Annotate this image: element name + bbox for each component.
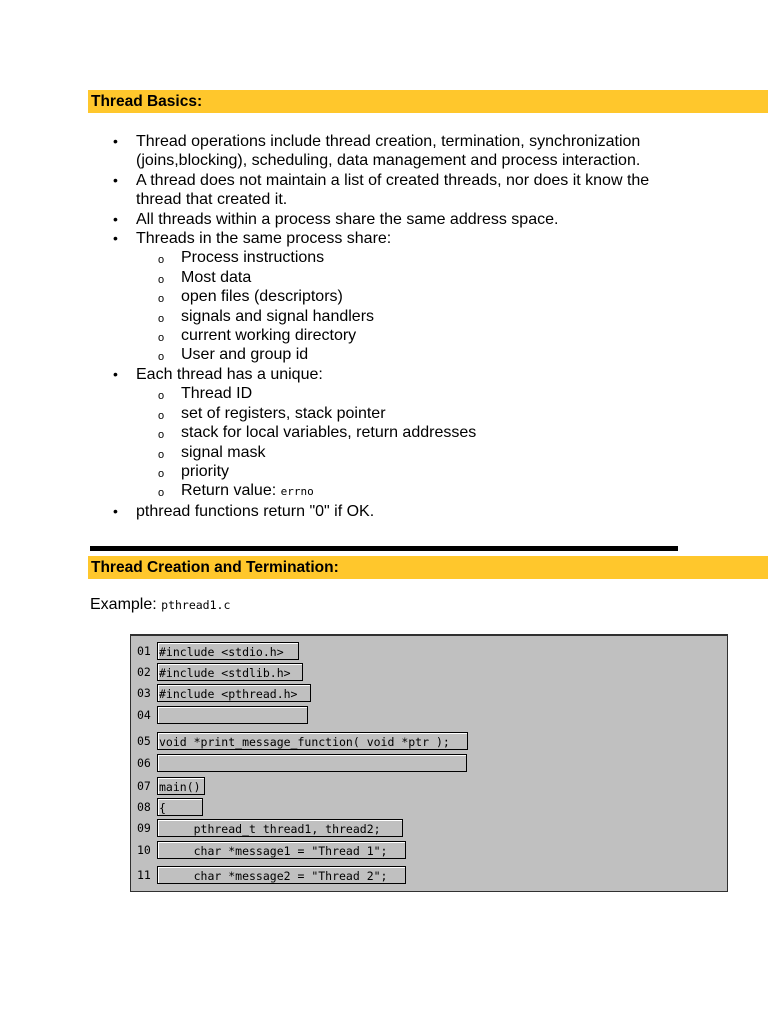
sub-item xyxy=(0,268,676,287)
sub-item xyxy=(0,423,676,442)
sub-item-text: Return value: xyxy=(181,482,281,500)
circle-bullet-icon: o xyxy=(158,409,165,422)
circle-bullet-icon: o xyxy=(158,390,165,403)
code-text: void *print_message_function( void *ptr ); xyxy=(157,732,468,750)
section-divider xyxy=(90,546,678,551)
circle-bullet-icon: o xyxy=(158,487,165,500)
sub-item-text: signals and signal handlers xyxy=(181,307,375,325)
bullet-icon: • xyxy=(113,502,118,519)
code-text: pthread_t thread1, thread2; xyxy=(157,819,403,837)
bullet-text: A thread does not maintain a list of created threads, nor does it know the thread that created it. xyxy=(136,171,650,209)
sub-list xyxy=(136,248,676,364)
bullet-icon: • xyxy=(113,133,118,149)
bullet-item xyxy=(0,132,676,171)
line-number: 11 xyxy=(137,868,151,882)
example-filename: pthread1.c xyxy=(161,598,231,612)
bullet-text: All threads within a process share the same address space. xyxy=(136,210,559,228)
bullet-item xyxy=(0,171,676,210)
line-number: 10 xyxy=(137,843,151,857)
sub-item xyxy=(0,443,676,462)
circle-bullet-icon: o xyxy=(158,467,165,480)
sub-list xyxy=(136,384,676,501)
sub-item xyxy=(0,307,676,326)
bullet-text: Threads in the same process share: xyxy=(136,230,392,248)
line-number: 05 xyxy=(137,734,151,748)
circle-bullet-icon: o xyxy=(158,332,165,345)
thread-basics-list xyxy=(0,132,768,521)
bullet-text: Each thread has a unique: xyxy=(136,365,323,383)
bullet-item xyxy=(0,229,676,365)
bullet-text: pthread functions return "0" if OK. xyxy=(136,502,375,520)
code-text: #include <stdio.h> xyxy=(157,642,299,660)
bullet-icon: • xyxy=(113,210,118,227)
bullet-text: Thread operations include thread creation, termination, synchronization (joins,blocking), scheduling, data management and process interaction. xyxy=(136,133,641,170)
sub-item xyxy=(0,404,676,423)
bullet-item xyxy=(0,502,676,521)
circle-bullet-icon: o xyxy=(158,254,165,267)
sub-item-text: Process instructions xyxy=(181,249,325,267)
section-heading-thread-basics: Thread Basics: xyxy=(88,90,768,113)
sub-item xyxy=(0,481,676,501)
sub-item-text: current working directory xyxy=(181,327,357,345)
code-text: char *message1 = "Thread 1"; xyxy=(157,841,406,859)
bullet-icon: • xyxy=(113,230,118,247)
code-text xyxy=(157,706,308,724)
code-text: #include <stdlib.h> xyxy=(157,663,303,681)
circle-bullet-icon: o xyxy=(158,312,165,325)
circle-bullet-icon: o xyxy=(158,351,165,364)
sub-item xyxy=(0,384,676,403)
sub-item xyxy=(0,326,676,345)
line-number: 08 xyxy=(137,800,151,814)
sub-item-text: stack for local variables, return addresses xyxy=(181,424,477,442)
line-number: 06 xyxy=(137,756,151,770)
bullet-item xyxy=(0,365,676,502)
example-caption xyxy=(90,596,230,614)
sub-item-text: priority xyxy=(181,462,230,480)
circle-bullet-icon: o xyxy=(158,273,165,286)
bullet-icon: • xyxy=(113,365,118,382)
bullet-icon: • xyxy=(113,171,118,188)
circle-bullet-icon: o xyxy=(158,448,165,461)
sub-item xyxy=(0,462,676,481)
sub-item-text: Most data xyxy=(181,268,252,286)
line-number: 09 xyxy=(137,821,151,835)
sub-item-text: User and group id xyxy=(181,346,309,364)
line-number: 02 xyxy=(137,665,151,679)
code-text: main() xyxy=(157,777,205,795)
code-text xyxy=(157,754,467,772)
line-number: 01 xyxy=(137,644,151,658)
circle-bullet-icon: o xyxy=(158,293,165,306)
code-text: #include <pthread.h> xyxy=(157,684,311,702)
sub-item-text: open files (descriptors) xyxy=(181,288,343,306)
section-heading-thread-creation: Thread Creation and Termination: xyxy=(88,556,768,579)
example-label: Example: xyxy=(90,596,162,613)
code-text: char *message2 = "Thread 2"; xyxy=(157,866,406,884)
line-number: 03 xyxy=(137,686,151,700)
sub-item-text: Thread ID xyxy=(181,385,253,403)
line-number: 07 xyxy=(137,779,151,793)
code-listing xyxy=(130,634,728,892)
bullet-item xyxy=(0,210,676,229)
line-number: 04 xyxy=(137,708,151,722)
sub-item xyxy=(0,345,676,364)
code-text: { xyxy=(157,798,203,816)
circle-bullet-icon: o xyxy=(158,429,165,442)
sub-item xyxy=(0,287,676,306)
sub-item xyxy=(0,248,676,267)
sub-item-text: set of registers, stack pointer xyxy=(181,404,386,422)
sub-item-text: signal mask xyxy=(181,443,266,461)
inline-code: errno xyxy=(280,485,314,499)
